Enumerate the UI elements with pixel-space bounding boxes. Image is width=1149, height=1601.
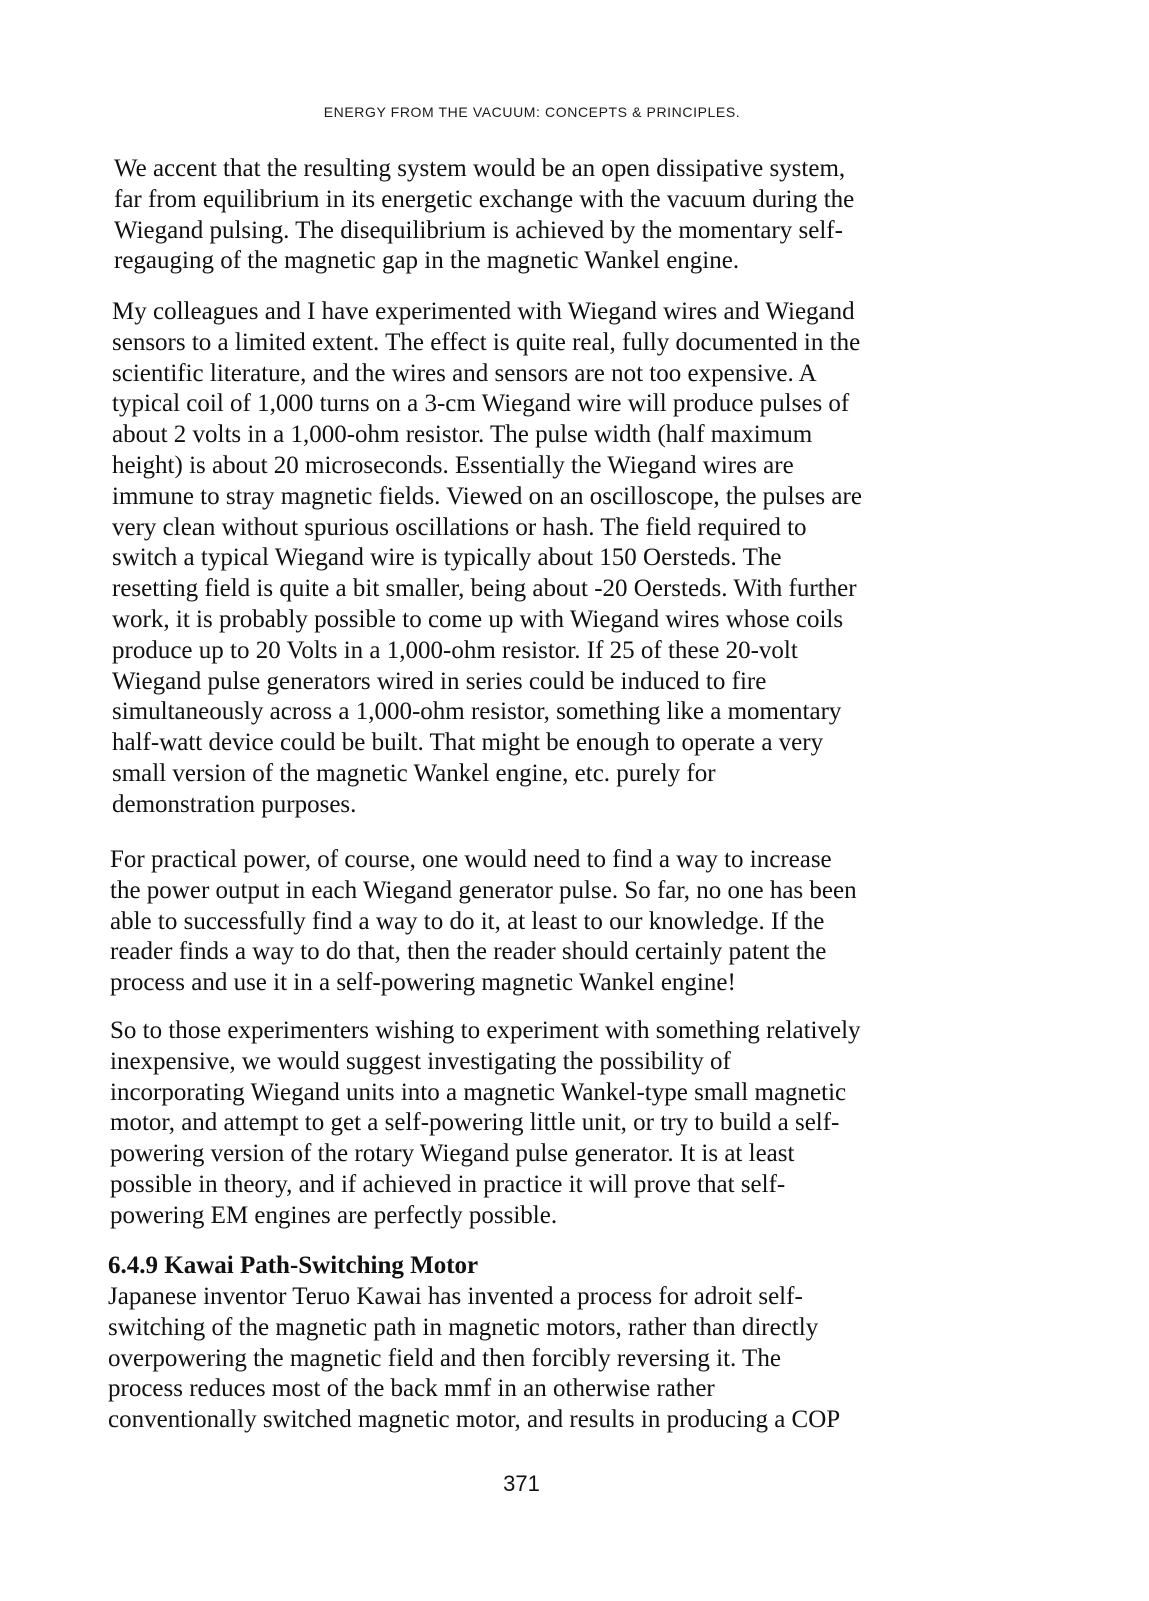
text-line: able to successfully find a way to do it, at least to our knowledge. If the: [110, 907, 825, 935]
text-line: regauging of the magnetic gap in the magnetic Wankel engine.: [114, 247, 740, 275]
page-number: 371: [503, 1471, 540, 1496]
text-line: For practical power, of course, one would need to find a way to increase: [110, 846, 832, 873]
text-line: far from equilibrium in its energetic exchange with the vacuum during the: [114, 185, 855, 213]
text-line: possible in theory, and if achieved in practice it will prove that self-: [110, 1170, 786, 1198]
text-line: very clean without spurious oscillations or hash. The field required to: [112, 513, 807, 541]
running-header: ENERGY FROM THE VACUUM: CONCEPTS & PRINCIPLES.: [323, 104, 741, 120]
paragraph-practical-power: [110, 845, 857, 999]
text-line: switch a typical Wiegand wire is typically about 150 Oersteds. The: [112, 544, 782, 572]
section-heading: 6.4.9 Kawai Path-Switching Motor: [108, 1252, 479, 1279]
text-line: Japanese inventor Teruo Kawai has invented a process for adroit self-: [108, 1283, 803, 1310]
text-line: small version of the magnetic Wankel engine, etc. purely for: [112, 759, 716, 787]
text-line: typical coil of 1,000 turns on a 3-cm Wiegand wire will produce pulses of: [112, 390, 850, 418]
text-line: reader finds a way to do that, then the reader should certainly patent the: [110, 938, 827, 966]
text-line: conventionally switched magnetic motor, and results in producing a COP: [108, 1406, 841, 1434]
text-line: motor, and attempt to get a self-powering little unit, or try to build a self-: [110, 1109, 840, 1137]
text-line: simultaneously across a 1,000-ohm resistor, something like a momentary: [112, 698, 842, 726]
paragraph-kawai-motor: [108, 1282, 840, 1436]
text-line: We accent that the resulting system would be an open dissipative system,: [114, 155, 846, 182]
text-line: powering EM engines are perfectly possible.: [110, 1201, 558, 1229]
text-line: overpowering the magnetic field and then forcibly reversing it. The: [108, 1344, 781, 1372]
text-line: the power output in each Wiegand generator pulse. So far, no one has been: [110, 876, 857, 904]
text-line: work, it is probably possible to come up with Wiegand wires whose coils: [112, 605, 844, 633]
paragraph-wiegand-experiments: [112, 297, 862, 821]
text-line: Wiegand pulsing. The disequilibrium is achieved by the momentary self-: [114, 216, 843, 244]
paragraph-open-dissipative-system: [114, 154, 854, 277]
text-line: demonstration purposes.: [112, 790, 357, 818]
text-line: Wiegand pulse generators wired in series could be induced to fire: [112, 667, 767, 695]
paragraph-experimenter-suggestion: [110, 1016, 861, 1232]
text-line: sensors to a limited extent. The effect is quite real, fully documented in the: [112, 328, 861, 356]
text-line: height) is about 20 microseconds. Essentially the Wiegand wires are: [112, 451, 794, 479]
text-line: So to those experimenters wishing to experiment with something relatively: [110, 1017, 861, 1044]
text-line: immune to stray magnetic fields. Viewed on an oscilloscope, the pulses are: [112, 482, 862, 510]
text-line: incorporating Wiegand units into a magnetic Wankel-type small magnetic: [110, 1078, 847, 1106]
text-line: process and use it in a self-powering magnetic Wankel engine!: [110, 969, 736, 997]
text-line: resetting field is quite a bit smaller, being about -20 Oersteds. With further: [112, 575, 857, 603]
text-line: produce up to 20 Volts in a 1,000-ohm resistor. If 25 of these 20-volt: [112, 636, 798, 664]
text-line: inexpensive, we would suggest investigating the possibility of: [110, 1047, 731, 1075]
text-line: powering version of the rotary Wiegand pulse generator. It is at least: [110, 1140, 795, 1168]
text-line: process reduces most of the back mmf in an otherwise rather: [108, 1375, 715, 1403]
text-line: switching of the magnetic path in magnetic motors, rather than directly: [108, 1313, 819, 1341]
text-line: about 2 volts in a 1,000-ohm resistor. The pulse width (half maximum: [112, 421, 813, 449]
text-line: My colleagues and I have experimented with Wiegand wires and Wiegand: [112, 298, 855, 325]
text-line: scientific literature, and the wires and sensors are not too expensive. A: [112, 359, 817, 387]
text-line: half-watt device could be built. That might be enough to operate a very: [112, 729, 824, 757]
